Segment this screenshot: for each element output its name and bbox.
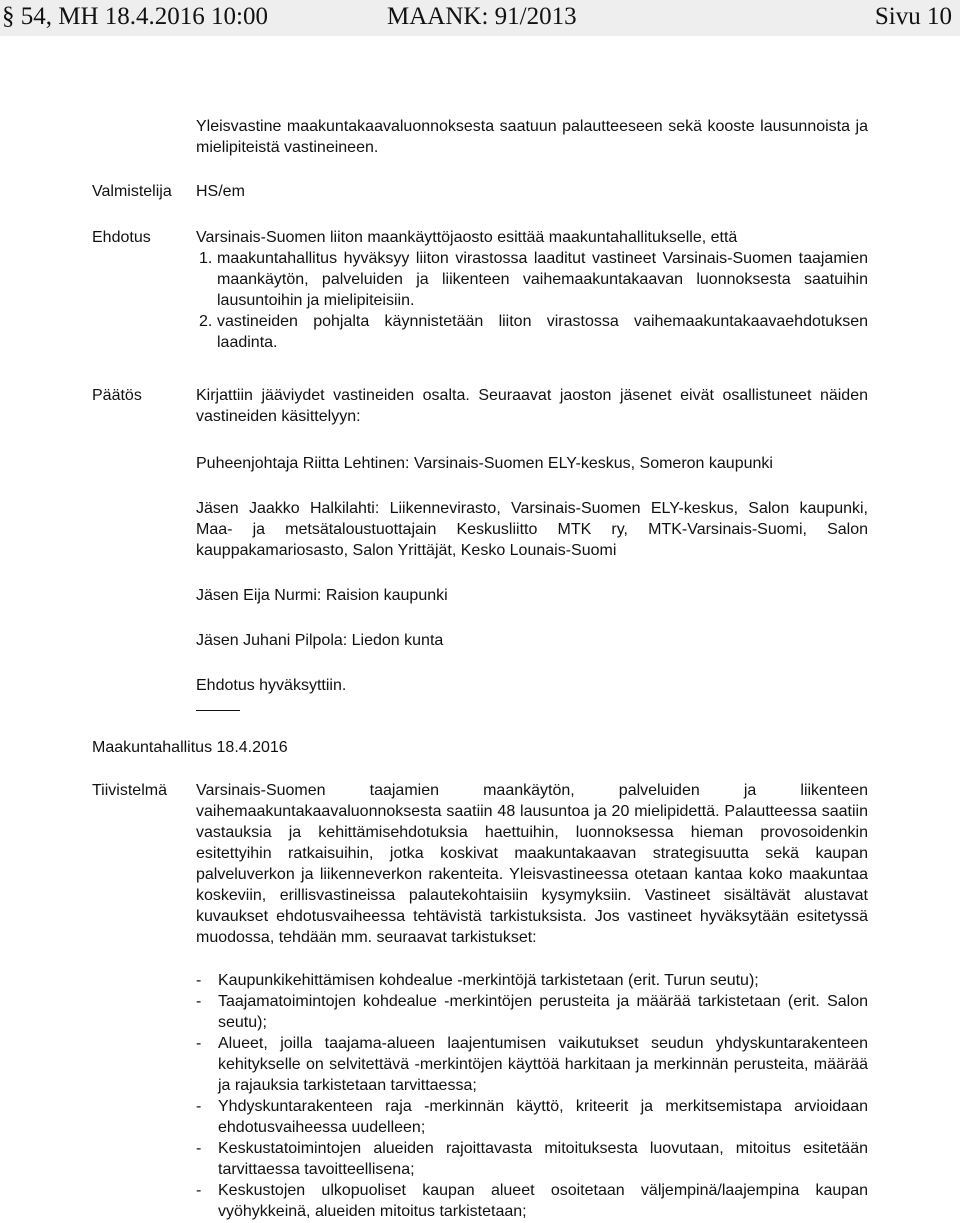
ehdotus-lead: Varsinais-Suomen liiton maankäyttöjaosto esittää maakuntahallitukselle, että xyxy=(196,229,738,246)
ehdotus-item-text: maakuntahallitus hyväksyy liiton virastossa laaditut vastineet Varsinais-Suomen taajamien maankäytön, palveluiden ja liikenteen vaihemaakuntakaavan luonnoksesta saatuihin lausuntoihin ja mielipiteisiin. xyxy=(217,250,868,309)
paatos-lead: Kirjattiin jääviydet vastineiden osalta. Seuraavat jaoston jäsenet eivät osallistuneet näiden vastineiden käsittelyyn: xyxy=(196,387,868,425)
paatos-result: Ehdotus hyväksyttiin. xyxy=(196,677,347,694)
dash-marker: - xyxy=(196,1098,202,1115)
paatos-member: Jäsen Eija Nurmi: Raision kaupunki xyxy=(196,587,448,604)
valmistelija-label: Valmistelija xyxy=(92,183,172,200)
ehdotus-item-number: 2. xyxy=(199,313,213,330)
ehdotus-item xyxy=(196,311,868,353)
list-item xyxy=(196,1138,868,1180)
page-number: Sivu 10 xyxy=(874,3,952,30)
list-item-text: Yhdyskuntarakenteen raja -merkinnän käyttö, kriteerit ja merkitsemistapa arvioidaan ehdotusvaiheessa uudelleen; xyxy=(218,1098,868,1136)
list-item xyxy=(196,1096,868,1138)
paatos-member: Jäsen Juhani Pilpola: Liedon kunta xyxy=(196,632,444,649)
case-reference: MAANK: 91/2013 xyxy=(387,3,577,30)
ehdotus-item-number: 1. xyxy=(199,250,213,267)
ehdotus-block xyxy=(196,227,868,353)
list-item-text: Keskustatoimintojen alueiden rajoittavasta mitoituksesta luovutaan, mitoitus esitetään tarvittaessa tavoitteellisena; xyxy=(218,1140,868,1178)
dash-marker: - xyxy=(196,1140,202,1157)
paatos-member: Puheenjohtaja Riitta Lehtinen: Varsinais-Suomen ELY-keskus, Someron kaupunki xyxy=(196,455,773,472)
ehdotus-item xyxy=(196,248,868,311)
list-item-text: Kaupunkikehittämisen kohdealue -merkintöjä tarkistetaan (erit. Turun seutu); xyxy=(218,972,759,989)
list-item-text: Taajamatoimintojen kohdealue -merkintöjen perusteita ja määrää tarkistetaan (erit. Salon seutu); xyxy=(218,993,868,1031)
paatos-label: Päätös xyxy=(92,387,142,404)
dash-marker: - xyxy=(196,1182,202,1199)
tiivistelma-label: Tiivistelmä xyxy=(92,782,167,799)
list-item xyxy=(196,991,868,1033)
meeting-heading: Maakuntahallitus 18.4.2016 xyxy=(92,739,288,756)
tiivistelma-text: Varsinais-Suomen taajamien maankäytön, palveluiden ja liikenteen vaihemaakuntakaavaluonnoksesta saatiin 48 lausuntoa ja 20 mielipidettä. Palautteessa saatiin vastauksia ja kehittämisehdotuksia haettuihin, luonnoksessa hieman provosoidenkin esitettyihin ratkaisuihin, jotka koskivat maakuntakaavan strategisuutta sekä kaupan palveluverkon ja liikenneverkon rakenteita. Yleisvastineessa otetaan kantaa koko maakuntaa koskeviin, erillisvastineissa palautekohtaisiin kysymyksiin. Vastineet sisältävät alustavat kuvaukset ehdotusvaiheessa tehtävistä tarkistuksista. Jos vastineet hyväksytään esitetyssä muodossa, tehdään mm. seuraavat tarkistukset: xyxy=(196,782,868,946)
valmistelija-value: HS/em xyxy=(196,183,245,200)
intro-text xyxy=(196,116,868,158)
intro-paragraph: Yleisvastine maakuntakaavaluonnoksesta saatuun palautteeseen sekä kooste lausunnoista ja mielipiteistä vastineineen. xyxy=(196,118,868,156)
ehdotus-label: Ehdotus xyxy=(92,229,151,246)
dash-marker: - xyxy=(196,972,202,989)
paatos-member: Jäsen Jaakko Halkilahti: Liikennevirasto, Varsinais-Suomen ELY-keskus, Salon kaupunki, Maa- ja metsätaloustuottajain Keskusliitto MTK ry, MTK-Varsinais-Suomi, Salon kauppakamariosasto, Salon Yrittäjät, Kesko Lounais-Suomi xyxy=(196,500,868,559)
list-item-text: Alueet, joilla taajama-alueen laajentumisen vaikutukset seudun yhdyskuntarakenteen kehitykselle on selvitettävä -merkintöjen käyttöä harkitaan ja merkinnän perusteita, määrää ja rajauksia tarkistetaan tarvittaessa; xyxy=(218,1035,868,1094)
separator-line xyxy=(196,710,240,711)
list-item xyxy=(196,970,868,991)
dash-marker: - xyxy=(196,993,202,1010)
tiivistelma-list xyxy=(196,970,868,1222)
list-item-text: Keskustojen ulkopuoliset kaupan alueet osoitetaan väljempinä/laajempina kaupan vyöhykkeinä, alueiden mitoitus tarkistetaan; xyxy=(218,1182,868,1220)
list-item xyxy=(196,1033,868,1096)
dash-marker: - xyxy=(196,1035,202,1052)
tiivistelma-block xyxy=(196,780,868,1222)
valmistelija-value-block xyxy=(196,181,868,202)
page-header xyxy=(0,0,960,39)
list-item xyxy=(196,1180,868,1222)
ehdotus-item-text: vastineiden pohjalta käynnistetään liiton virastossa vaihemaakuntakaavaehdotuksen laadinta. xyxy=(217,313,868,351)
paatos-block xyxy=(196,385,868,696)
section-reference: § 54, MH 18.4.2016 10:00 xyxy=(2,3,268,30)
